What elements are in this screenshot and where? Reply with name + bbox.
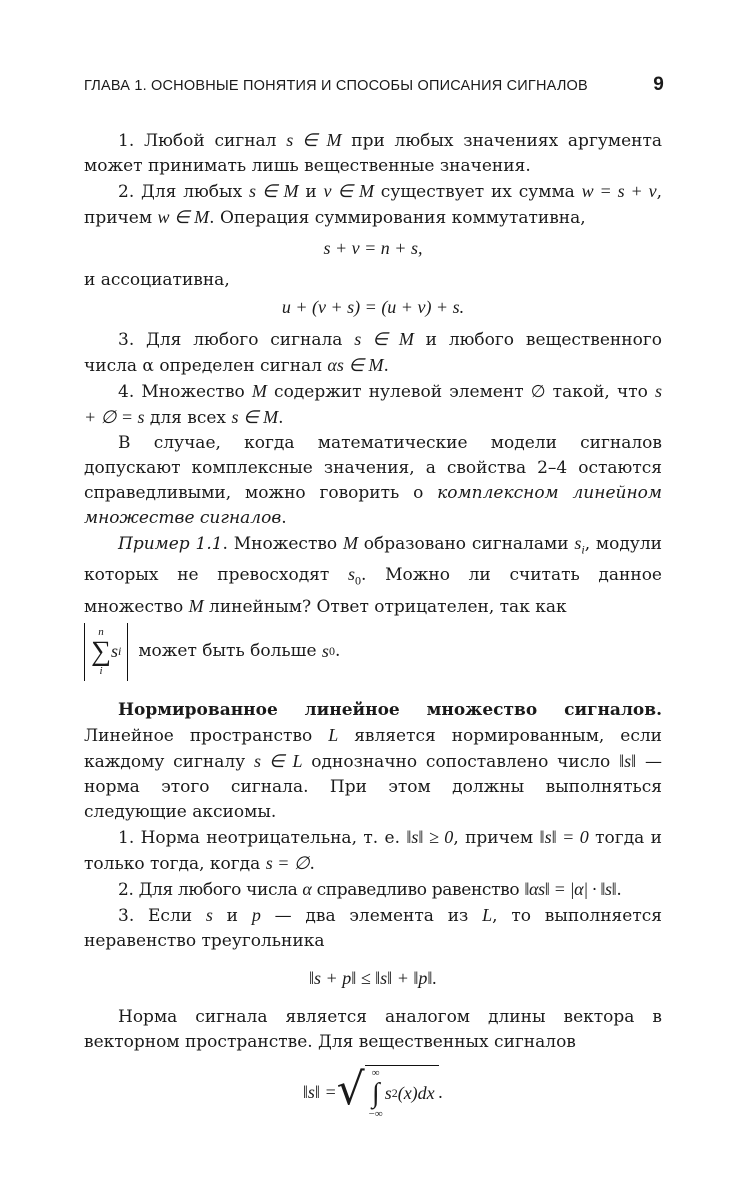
text-run: является нормированным, если каждому сигналу (84, 725, 662, 772)
text-run: , причем (84, 182, 663, 228)
formula-inline: α (302, 878, 312, 899)
text-run: 2. Для любого числа (118, 879, 303, 900)
text-run: 1. Норма неотрицательна, т. е. (118, 827, 407, 848)
formula-inline: w = s + v (581, 181, 657, 201)
text-run: 3. Если (118, 905, 206, 926)
sqrt-expression (337, 1065, 439, 1120)
formula-inline: ‖s‖ (619, 750, 637, 771)
text-run: линейным? Ответ отрицателен, так как (203, 596, 567, 617)
formula-inline: s (205, 904, 213, 925)
norm-lhs: ‖s‖ = (302, 1081, 337, 1102)
integral-symbol: ∫ (371, 1077, 380, 1109)
formula-inline: s ∈ M (248, 181, 299, 201)
equation-end: . (438, 1081, 444, 1102)
integral-lower-limit: −∞ (368, 1107, 383, 1120)
text-run: В случае, когда математические модели сигналов допускают комплексные значения, а свойства 2–4 остаются справедливыми, можно говорить о (84, 433, 662, 503)
equation-norm-integral (84, 1065, 662, 1120)
formula-inline: v ∈ M (323, 181, 374, 201)
sum-expression-line (84, 620, 662, 684)
sum-lower-limit: i (99, 664, 103, 677)
integral-upper-limit: ∞ (371, 1066, 380, 1079)
text-run: существует их сумма (373, 182, 582, 202)
sum-term: s (110, 641, 118, 662)
example-label: Пример 1.1 (118, 534, 223, 554)
sigma-symbol: ∑ (91, 635, 111, 667)
equation-triangle: ‖s + p‖ ≤ ‖s‖ + ‖p‖. (308, 967, 437, 988)
formula-inline: s ∈ M (231, 407, 279, 427)
text-run: . (281, 508, 287, 528)
text-run: и (212, 905, 252, 926)
norm-axiom-3 (84, 903, 662, 954)
running-header (84, 74, 664, 100)
integrand-rest: (x)dx (397, 1083, 435, 1104)
text-run: 2. Для любых (118, 182, 249, 202)
text-run: — норма этого сигнала. При этом должны выполняться следующие аксиомы. (84, 751, 662, 822)
formula-inline: s (321, 641, 329, 662)
sigma-operator (91, 627, 111, 677)
emphasis-term: комплексном линейном множестве сигналов (84, 483, 662, 528)
text-run: , причем (453, 827, 540, 848)
chapter-title: ГЛАВА 1. ОСНОВНЫЕ ПОНЯТИЯ И СПОСОБЫ ОПИСАНИЯ СИГНАЛОВ (84, 78, 588, 94)
text-run: тогда и только тогда, когда (84, 827, 662, 874)
formula-inline: L (328, 724, 339, 745)
equation-commutative: s + v = n + s, (323, 238, 423, 258)
body-text (84, 128, 662, 1127)
text-run: однозначно сопоставлено число (302, 751, 620, 772)
formula-inline: s ∈ M (354, 329, 414, 349)
text-run: . (616, 879, 622, 900)
text-run: . (383, 356, 389, 376)
radical (337, 1065, 439, 1120)
radicand (365, 1065, 439, 1120)
paragraph-associative: и ассоциативна, (84, 270, 230, 290)
formula-inline: M (342, 533, 358, 553)
axiom-1 (84, 128, 662, 179)
axiom-3 (84, 327, 662, 379)
formula-inline: p (251, 904, 261, 925)
paragraph-norm-analogy: Норма сигнала является аналогом длины вектора в векторном пространстве. Для вещественных сигналов (84, 1006, 662, 1052)
text-run: . (278, 408, 284, 428)
text-run: . (334, 641, 341, 662)
formula-inline: s ∈ L (253, 750, 303, 771)
text-run: для всех (144, 408, 232, 428)
text-run: содержит нулевой элемент ∅ такой, что (266, 382, 655, 402)
formula-inline: s = ∅ (265, 852, 310, 873)
text-run: 1. Любой сигнал (118, 131, 287, 151)
section-gap (84, 684, 662, 698)
formula-inline: ‖αs‖ = |α| · ‖s‖ (524, 878, 617, 899)
text-run: Линейное пространство (84, 725, 329, 746)
formula-inline: s (347, 564, 355, 585)
formula-inline: s ∈ M (286, 130, 342, 150)
text-run: . (309, 853, 315, 874)
norm-axiom-1 (84, 825, 662, 877)
text-run: 4. Множество (118, 382, 252, 402)
example-1-1 (84, 531, 662, 620)
text-run: 3. Для любого сигнала (118, 330, 355, 350)
text-run: при любых значениях аргумента может принимать лишь вещественные значения. (84, 131, 663, 176)
superscript: 2 (391, 1086, 398, 1101)
text-run: , модули которых не превосходят (84, 534, 662, 586)
formula-inline: s (574, 533, 582, 553)
subscript: 0 (355, 573, 361, 588)
text-run: . Можно ли считать данное множество (84, 565, 662, 617)
axiom-4 (84, 379, 662, 431)
text-run: и (298, 182, 324, 202)
integral-operator (369, 1068, 383, 1120)
formula-inline: M (188, 595, 204, 616)
text-run: образовано сигналами (357, 534, 575, 554)
text-run: может быть больше (138, 641, 317, 662)
section-normed (84, 698, 662, 825)
formula-inline: L (482, 904, 493, 925)
formula-inline: w ∈ M (157, 207, 210, 227)
formula-inline: s + ∅ = s (84, 381, 662, 427)
text-run: справедливо равенство (311, 879, 525, 900)
text-run: — два элемента из (260, 905, 483, 926)
subscript: i (117, 644, 122, 659)
norm-axiom-2 (84, 877, 662, 903)
formula-inline: M (251, 381, 267, 401)
sum-upper-limit: n (98, 625, 104, 638)
text-run: и любого вещественного числа α определен сигнал (84, 330, 662, 376)
text-run: . Множество (222, 534, 343, 554)
abs-sum-formula (84, 623, 128, 681)
axiom-2 (84, 179, 662, 231)
equation-associative: u + (v + s) = (u + v) + s. (281, 297, 465, 317)
page-number: 9 (653, 74, 664, 95)
formula-inline: ‖s‖ = 0 (539, 826, 589, 847)
subscript: 0 (328, 644, 335, 659)
radical-sign: √ (336, 1063, 365, 1115)
integrand: s (384, 1083, 392, 1104)
formula-inline: αs ∈ M (327, 355, 384, 375)
formula-inline: ‖s‖ ≥ 0 (406, 826, 454, 847)
paragraph-complex (84, 431, 662, 531)
text-run: . Операция суммирования коммутативна, (209, 208, 586, 228)
subscript: i (581, 542, 585, 557)
section-heading: Нормированное линейное множество сигналов. (118, 699, 662, 720)
text-run: , то выполняется неравенство треугольника (84, 905, 662, 951)
